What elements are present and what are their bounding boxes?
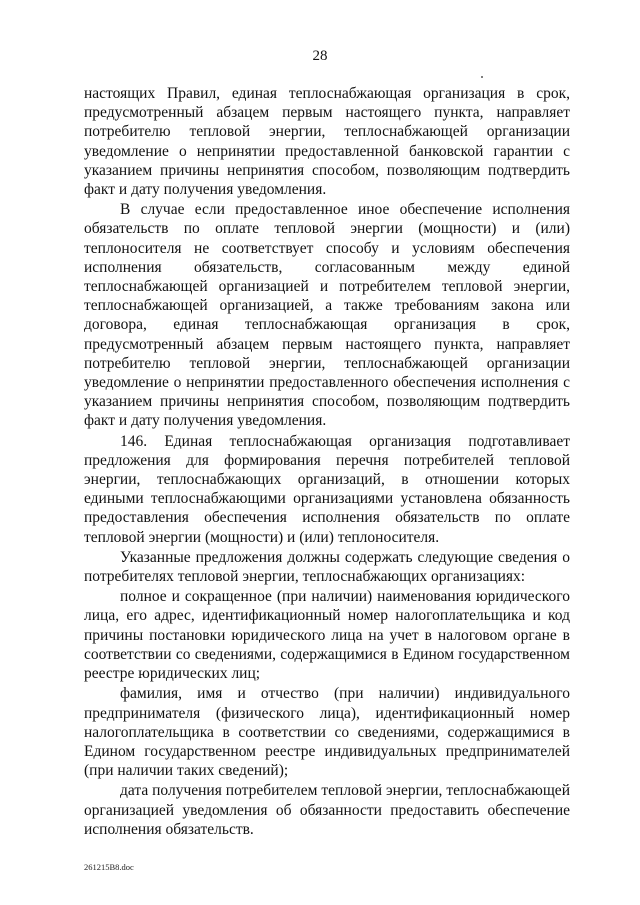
- paragraph-other-security: В случае если предоставленное иное обеспечение исполнения обязательств по оплате тепловой энергии (мощности) и (или) теплоносителя не соответствует способу и условиям обеспечения исполнения обязательств, согласованным между единой теплоснабжающей организацией и потребителем тепловой энергии, теплоснабжающей организацией, а также требованиям закона или договора, единая теплоснабжающая организация в срок, предусмотренный абзацем первым настоящего пункта, направляет потребителю тепловой энергии, теплоснабжающей организации уведомление о непринятии предоставленного обеспечения исполнения с указанием причины непринятия способом, позволяющим подтвердить факт и дату получения уведомления.: [84, 201, 570, 430]
- list-item-notification-date: дата получения потребителем тепловой энергии, теплоснабжающей организацией уведомления об обязанности предоставить обеспечение исполнения обязательств.: [84, 782, 570, 838]
- page-number: 28: [312, 48, 328, 64]
- paragraph-proposals-content: Указанные предложения должны содержать следующие сведения о потребителях тепловой энергии, теплоснабжающих организациях:: [84, 548, 570, 586]
- paragraph-continuation: настоящих Правил, единая теплоснабжающая организация в срок, предусмотренный абзацем первым настоящего пункта, направляет потребителю тепловой энергии, теплоснабжающей организации уведомление о непринятии предоставленной банковской гарантии с указанием причины непринятия способом, позволяющим подтвердить факт и дату получения уведомления.: [84, 85, 570, 199]
- paragraph-146: 146. Единая теплоснабжающая организация подготавливает предложения для формирования перечня потребителей тепловой энергии, теплоснабжающих организаций, в отношении которых едиными теплоснабжающими организациями установлена обязанность предоставления обеспечения исполнения обязательств по оплате тепловой энергии (мощности) и (или) теплоносителя.: [84, 432, 570, 546]
- document-body: [84, 84, 570, 839]
- list-item-legal-entity: полное и сокращенное (при наличии) наименования юридического лица, его адрес, идентификационный номер налогоплательщика и код причины постановки юридического лица на учет в налоговом органе в соответствии со сведениями, содержащимися в Едином государственном реестре юридических лиц;: [84, 588, 570, 683]
- scan-dot-mark: [481, 76, 483, 78]
- footer-filename: 261215B8.doc: [84, 862, 134, 872]
- list-item-entrepreneur: фамилия, имя и отчество (при наличии) индивидуального предпринимателя (физического лица), идентификационный номер налогоплательщика в соответствии со сведениями, содержащимися в Едином государственном реестре индивидуальных предпринимателей (при наличии таких сведений);: [84, 685, 570, 780]
